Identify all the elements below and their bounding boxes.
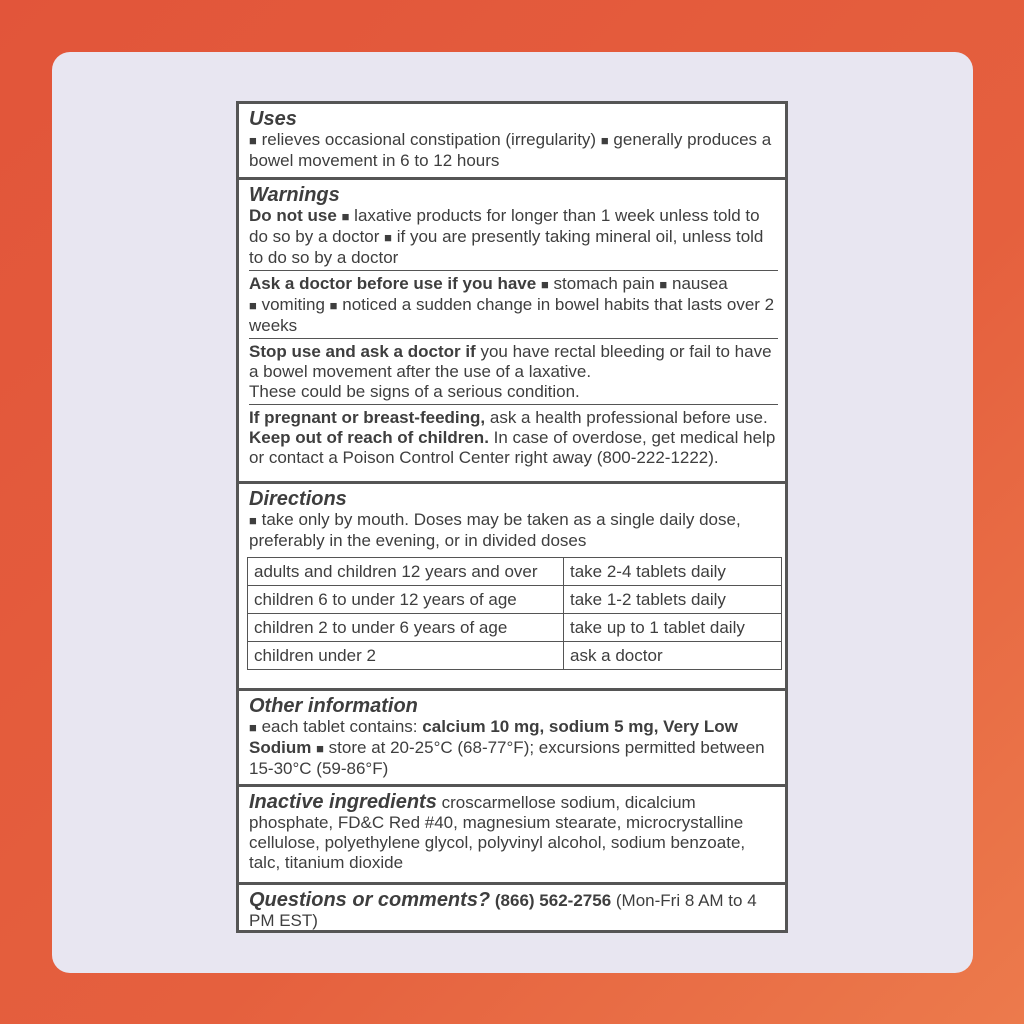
directions-text: ■ take only by mouth. Doses may be taken as a single daily dose, preferably in the evening, or in divided doses (249, 510, 741, 550)
drug-facts-panel (236, 101, 788, 933)
age-cell: children 2 to under 6 years of age (248, 614, 564, 642)
bullet-icon: ■ (249, 720, 257, 735)
questions-text: Questions or comments? (866) 562-2756 (Mon-Fri 8 AM to 4 PM EST) (249, 889, 757, 930)
directions-heading: Directions (249, 488, 347, 510)
other-info-section (239, 688, 785, 784)
dose-cell: take 2-4 tablets daily (564, 558, 782, 586)
uses-text: ■ relieves occasional constipation (irregularity) ■ generally produces a bowel movement in 6 to 12 hours (249, 130, 772, 170)
questions-heading: Questions or comments? (249, 889, 491, 911)
bullet-icon: ■ (384, 230, 393, 245)
divider (249, 270, 778, 271)
bullet-icon: ■ (249, 133, 257, 148)
directions-section (239, 481, 785, 688)
warnings-section (239, 177, 785, 481)
inactive-ingredients-section (239, 784, 785, 882)
inactive-ingredients-text: Inactive ingredients croscarmellose sodium, dicalcium phosphate, FD&C Red #40, magnesium stearate, microcrystalline cellulose, polyethylene glycol, polyvinyl alcohol, sodium benzoate, talc, titanium dioxide (249, 791, 746, 872)
uses-heading: Uses (249, 108, 297, 130)
table-row (248, 614, 782, 642)
stop-use-text: Stop use and ask a doctor if you have rectal bleeding or fail to have a bowel movement after the use of a laxative. These could be signs of a serious condition. (249, 342, 772, 401)
bullet-icon: ■ (600, 133, 609, 148)
bullet-icon: ■ (341, 209, 350, 224)
bullet-icon: ■ (329, 298, 338, 313)
dosage-table (247, 557, 782, 670)
inactive-heading: Inactive ingredients (249, 791, 437, 813)
phone-number: (866) 562-2756 (494, 891, 612, 910)
pregnant-text: If pregnant or breast-feeding, ask a health professional before use. (249, 408, 768, 427)
bullet-icon: ■ (316, 741, 324, 756)
do-not-use-text: Do not use ■ laxative products for longer than 1 week unless told to do so by a doctor ■ if you are presently taking mineral oil, unless told to do so by a doctor (249, 206, 764, 267)
other-info-heading: Other information (249, 695, 418, 717)
table-row (248, 586, 782, 614)
dose-cell: take up to 1 tablet daily (564, 614, 782, 642)
questions-section (239, 882, 785, 930)
bullet-icon: ■ (659, 277, 668, 292)
divider (249, 404, 778, 405)
bullet-icon: ■ (249, 513, 257, 528)
bullet-icon: ■ (540, 277, 549, 292)
age-cell: children 6 to under 12 years of age (248, 586, 564, 614)
age-cell: children under 2 (248, 642, 564, 670)
divider (249, 338, 778, 339)
bullet-icon: ■ (249, 298, 257, 313)
warnings-heading: Warnings (249, 184, 340, 206)
other-info-text: ■ each tablet contains: calcium 10 mg, sodium 5 mg, Very Low Sodium ■ store at 20-25°C (68-77°F); excursions permitted between 15-30°C (59-86°F) (249, 717, 765, 778)
ask-doctor-text: Ask a doctor before use if you have ■ stomach pain ■ nausea ■ vomiting ■ noticed a sudden change in bowel habits that lasts over 2 weeks (249, 274, 775, 335)
uses-section (239, 104, 785, 177)
dose-cell: take 1-2 tablets daily (564, 586, 782, 614)
age-cell: adults and children 12 years and over (248, 558, 564, 586)
dose-cell: ask a doctor (564, 642, 782, 670)
table-row (248, 558, 782, 586)
keep-out-text: Keep out of reach of children. In case of overdose, get medical help or contact a Poison Control Center right away (800-222-1222). (249, 428, 776, 467)
table-row (248, 642, 782, 670)
